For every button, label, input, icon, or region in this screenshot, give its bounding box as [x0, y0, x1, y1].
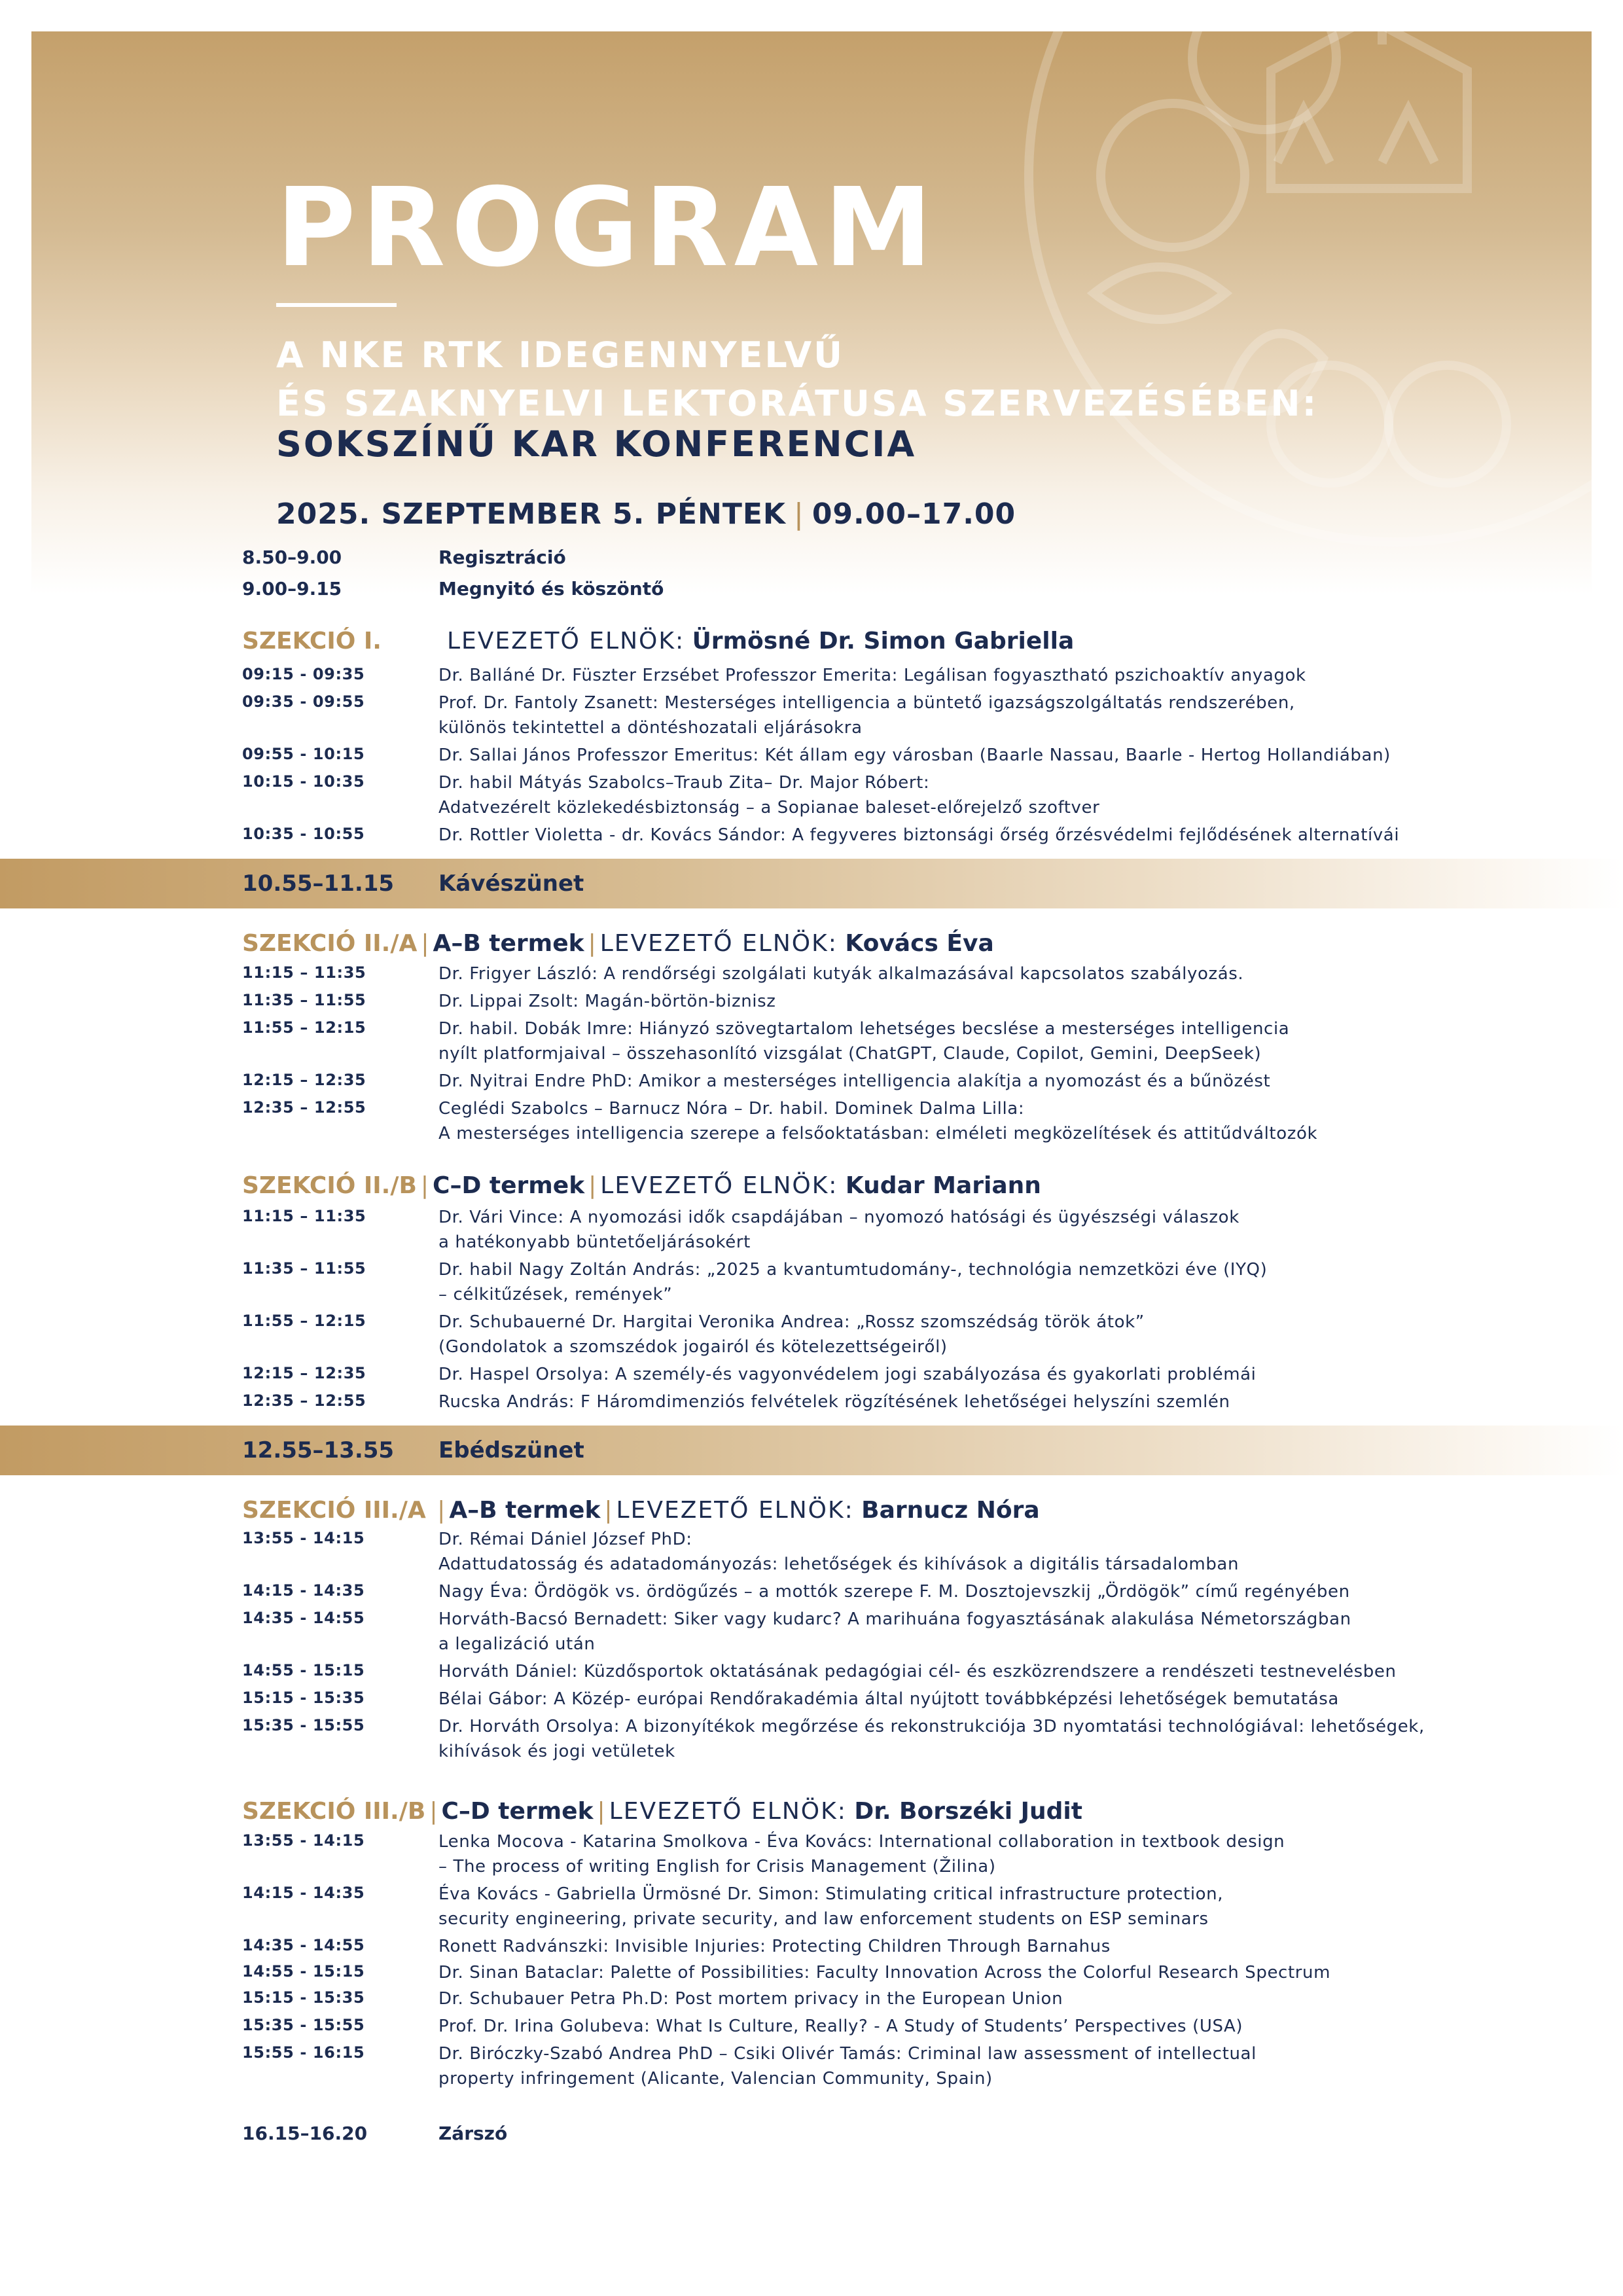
row-time: 12:15 – 12:35	[242, 1364, 366, 1382]
row-text: Dr. Schubauer Petra Ph.D: Post mortem privacy in the European Union	[438, 1989, 1063, 2009]
break-label: Kávészünet	[438, 870, 584, 897]
session-label: SZEKCIÓ I.	[242, 628, 382, 655]
chair-prefix: LEVEZETŐ ELNÖK:	[616, 1497, 854, 1524]
row-text: property infringement (Alicante, Valencian Community, Spain)	[438, 2069, 993, 2089]
session-room: A–B termek	[433, 930, 584, 957]
row-text: Dr. Nyitrai Endre PhD: Amikor a mesterséges intelligencia alakítja a nyomozást és a bűnözést	[438, 1071, 1271, 1091]
session-chair: Dr. Borszéki Judit	[854, 1798, 1082, 1825]
date-separator: |	[793, 497, 804, 531]
row-time: 14:55 - 15:15	[242, 1661, 365, 1679]
row-time: 14:35 - 14:55	[242, 1609, 365, 1627]
break-time: 10.55–11.15	[242, 870, 395, 897]
row-text: Adattudatosság és adatadományozás: lehetőségek és kihívások a digitális társadalomban	[438, 1554, 1240, 1574]
chair-prefix: LEVEZETŐ ELNÖK:	[609, 1798, 847, 1825]
row-time: 11:55 – 12:15	[242, 1018, 366, 1037]
title-divider	[276, 303, 397, 307]
row-time: 11:55 – 12:15	[242, 1312, 366, 1330]
row-text: Adatvezérelt közlekedésbiztonság – a Sopianae baleset-előrejelző szoftver	[438, 798, 1100, 817]
chair-prefix: LEVEZETŐ ELNÖK:	[600, 1172, 838, 1199]
session-chair: Kovács Éva	[845, 930, 994, 957]
row-text: Dr. Sallai János Professzor Emeritus: Két állam egy városban (Baarle Nassau, Baarle - Hertog Hollandiában)	[438, 745, 1391, 765]
row-text: Éva Kovács - Gabriella Ürmösné Dr. Simon: Stimulating critical infrastructure protection,	[438, 1884, 1224, 1904]
session-header-1	[242, 630, 1074, 653]
conference-title: SOKSZÍNŰ KAR KONFERENCIA	[276, 423, 917, 465]
session-label: SZEKCIÓ III./B	[242, 1798, 426, 1825]
chair-prefix: LEVEZETŐ ELNÖK:	[599, 930, 838, 957]
row-text: Dr. Balláné Dr. Füszter Erzsébet Professzor Emerita: Legálisan fogyasztható pszichoaktív anyagok	[438, 666, 1306, 685]
row-text: A mesterséges intelligencia szerepe a felsőoktatásban: elméleti megközelítések és attitűdváltozók	[438, 1124, 1318, 1143]
session-label: SZEKCIÓ III./A	[242, 1497, 426, 1524]
row-text: Rucska András: F Háromdimenziós felvételek rögzítésének lehetőségei helyszíni szemlén	[438, 1392, 1230, 1412]
session-header-3b	[242, 1800, 1082, 1823]
row-time: 13:55 - 14:15	[242, 1529, 365, 1547]
row-text: Dr. Rottler Violetta - dr. Kovács Sándor: A fegyveres biztonsági őrség őrzésvédelmi fejlődésének alternatívái	[438, 825, 1400, 845]
row-text: különös tekintettel a döntéshozatali eljárásokra	[438, 718, 863, 738]
row-text: Nagy Éva: Ördögök vs. ördögűzés – a mottók szerepe F. M. Dosztojevszkij „Ördögök” című regényében	[438, 1582, 1350, 1602]
row-time: 15:55 - 16:15	[242, 2043, 365, 2062]
row-time: 12:35 – 12:55	[242, 1098, 366, 1117]
separator: |	[588, 1172, 597, 1199]
session-chair: Barnucz Nóra	[861, 1497, 1040, 1524]
row-time: 09:35 - 09:55	[242, 692, 365, 711]
row-text: Dr. habil Nagy Zoltán András: „2025 a kvantumtudomány-, technológia nemzetközi éve (IYQ)	[438, 1260, 1268, 1280]
row-text: Dr. Lippai Zsolt: Magán-börtön-biznisz	[438, 992, 776, 1011]
row-text: – The process of writing English for Crisis Management (Žilina)	[438, 1857, 996, 1876]
row-time: 15:35 - 15:55	[242, 2016, 365, 2034]
row-text: Bélai Gábor: A Közép- európai Rendőrakadémia által nyújtott továbbképzési lehetőségek bemutatása	[438, 1689, 1339, 1709]
page-title: PROGRAM	[276, 165, 938, 291]
row-text: Dr. Horváth Orsolya: A bizonyítékok megőrzése és rekonstrukciója 3D nyomtatási technológiával: lehetőségek,	[438, 1717, 1425, 1736]
row-time: 15:15 - 15:35	[242, 1988, 365, 2007]
row-text: a hatékonyabb büntetőeljárásokért	[438, 1232, 751, 1252]
row-time: 9.00–9.15	[242, 578, 342, 600]
row-text: Ceglédi Szabolcs – Barnucz Nóra – Dr. habil. Dominek Dalma Lilla:	[438, 1099, 1025, 1119]
row-time: 15:15 - 15:35	[242, 1689, 365, 1707]
separator: |	[604, 1497, 613, 1524]
row-time: 10:35 - 10:55	[242, 825, 365, 843]
session-label: SZEKCIÓ II./A	[242, 930, 418, 957]
session-chair: Kudar Mariann	[845, 1172, 1041, 1199]
header-band	[31, 31, 1592, 594]
row-time: 11:15 – 11:35	[242, 1207, 366, 1225]
event-date: 2025. SZEPTEMBER 5. PÉNTEK	[276, 497, 786, 531]
row-time: 14:35 - 14:55	[242, 1936, 365, 1954]
row-time: 09:15 - 09:35	[242, 665, 365, 683]
separator: |	[421, 930, 429, 957]
row-text: Prof. Dr. Fantoly Zsanett: Mesterséges intelligencia a büntető igazságszolgáltatás rendszerében,	[438, 693, 1295, 713]
row-text: Lenka Mocova - Katarina Smolkova - Éva Kovács: International collaboration in textbook design	[438, 1832, 1285, 1852]
row-text: Regisztráció	[438, 547, 566, 568]
session-header-2b	[242, 1174, 1041, 1198]
subtitle-line-1: A NKE RTK IDEGENNYELVŰ	[276, 334, 844, 376]
row-time: 12:35 – 12:55	[242, 1391, 366, 1410]
event-date-line	[276, 497, 1016, 531]
row-time: 13:55 - 14:15	[242, 1831, 365, 1850]
row-text: – célkitűzések, remények”	[438, 1285, 673, 1304]
row-text: Dr. habil Mátyás Szabolcs–Traub Zita– Dr. Major Róbert:	[438, 773, 930, 793]
break-label: Ebédszünet	[438, 1437, 584, 1463]
separator: |	[429, 1497, 446, 1524]
row-time: 14:15 - 14:35	[242, 1884, 365, 1902]
row-text: security engineering, private security, and law enforcement students on ESP seminars	[438, 1909, 1209, 1929]
row-text: Dr. Rémai Dániel József PhD:	[438, 1530, 692, 1549]
row-text: Dr. Vári Vince: A nyomozási idők csapdájában – nyomozó hatósági és ügyészségi válaszok	[438, 1208, 1240, 1227]
row-time: 09:55 - 10:15	[242, 745, 365, 763]
subtitle-line-2: ÉS SZAKNYELVI LEKTORÁTUSA SZERVEZÉSÉBEN:	[276, 383, 1319, 424]
chair-prefix: LEVEZETŐ ELNÖK:	[446, 628, 685, 655]
session-room: C–D termek	[441, 1798, 594, 1825]
break-time: 12.55–13.55	[242, 1437, 395, 1463]
row-text: a legalizáció után	[438, 1634, 596, 1654]
emblem-watermark-icon	[990, 31, 1592, 594]
session-header-2a	[242, 932, 994, 956]
row-time: 12:15 – 12:35	[242, 1071, 366, 1089]
coffee-break-band	[0, 859, 1623, 908]
row-text: Dr. Sinan Bataclar: Palette of Possibilities: Faculty Innovation Across the Colorful Research Spectrum	[438, 1963, 1331, 1982]
row-text: Horváth-Bacsó Bernadett: Siker vagy kudarc? A marihuána fogyasztásának alakulása Németországban	[438, 1609, 1351, 1629]
row-text: Dr. Biróczky-Szabó Andrea PhD – Csiki Olivér Tamás: Criminal law assessment of intellectual	[438, 2044, 1257, 2064]
row-text: Megnyitó és köszöntő	[438, 578, 664, 600]
session-header-3a	[242, 1499, 1040, 1522]
row-text: Dr. Frigyer László: A rendőrségi szolgálati kutyák alkalmazásával kapcsolatos szabályozás.	[438, 964, 1244, 984]
row-text: kihívások és jogi vetületek	[438, 1742, 675, 1761]
separator: |	[588, 930, 596, 957]
event-time: 09.00–17.00	[812, 497, 1016, 531]
session-room: A–B termek	[449, 1497, 601, 1524]
row-text: Prof. Dr. Irina Golubeva: What Is Culture, Really? - A Study of Students’ Perspectives (USA)	[438, 2017, 1243, 2036]
separator: |	[420, 1172, 429, 1199]
row-time: 10:15 - 10:35	[242, 772, 365, 791]
row-time: 16.15–16.20	[242, 2123, 368, 2144]
row-time: 11:15 – 11:35	[242, 963, 366, 982]
row-text: Dr. Haspel Orsolya: A személy-és vagyonvédelem jogi szabályozása és gyakorlati problémái	[438, 1365, 1257, 1384]
row-text: Zárszó	[438, 2123, 508, 2144]
row-time: 11:35 – 11:55	[242, 1259, 366, 1278]
row-time: 14:15 - 14:35	[242, 1581, 365, 1600]
session-label: SZEKCIÓ II./B	[242, 1172, 417, 1199]
row-time: 11:35 – 11:55	[242, 991, 366, 1009]
row-text: Dr. Schubauerné Dr. Hargitai Veronika Andrea: „Rossz szomszédság török átok”	[438, 1312, 1145, 1332]
row-text: Ronett Radvánszki: Invisible Injuries: Protecting Children Through Barnahus	[438, 1937, 1111, 1956]
separator: |	[597, 1798, 605, 1825]
session-room: C–D termek	[433, 1172, 585, 1199]
row-text: Dr. habil. Dobák Imre: Hiányzó szövegtartalom lehetséges becslése a mesterséges intelligencia	[438, 1019, 1290, 1039]
lunch-break-band	[0, 1426, 1623, 1475]
row-text: (Gondolatok a szomszédok jogairól és kötelezettségeiről)	[438, 1337, 948, 1357]
row-time: 15:35 - 15:55	[242, 1716, 365, 1734]
row-text: nyílt platformjaival – összehasonlító vizsgálat (ChatGPT, Claude, Copilot, Gemini, DeepSeek)	[438, 1044, 1262, 1064]
row-time: 14:55 - 15:15	[242, 1962, 365, 1981]
row-text: Horváth Dániel: Küzdősportok oktatásának pedagógiai cél- és eszközrendszere a rendészeti testnevelésben	[438, 1662, 1397, 1681]
separator: |	[429, 1798, 438, 1825]
session-chair: Ürmösné Dr. Simon Gabriella	[692, 628, 1075, 655]
row-time: 8.50–9.00	[242, 547, 342, 568]
